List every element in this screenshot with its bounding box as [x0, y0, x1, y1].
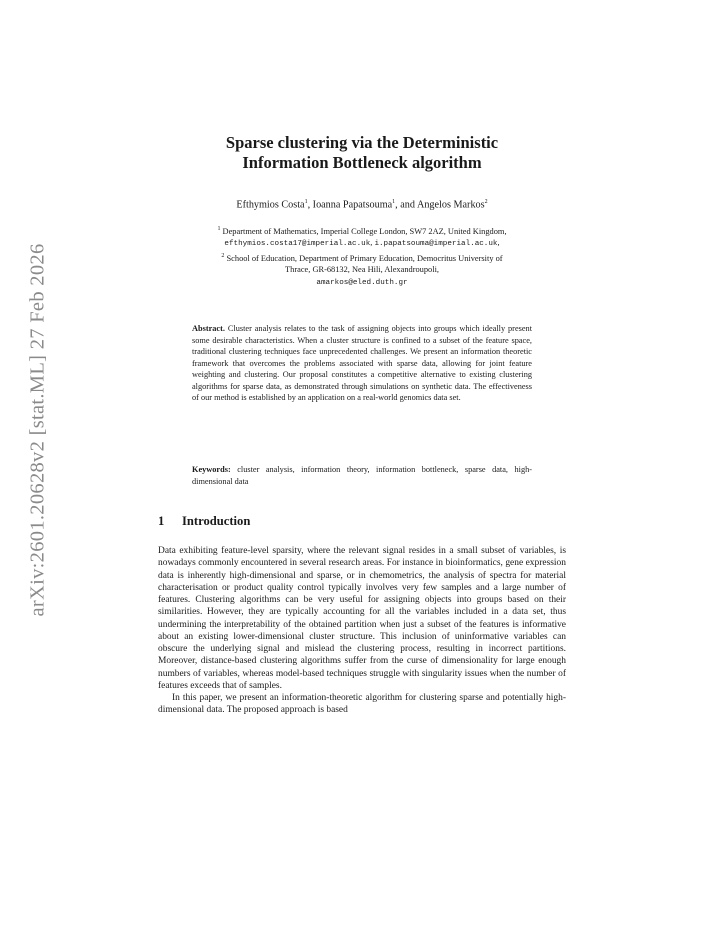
affiliation-2-email-line [158, 276, 566, 290]
keywords [192, 464, 532, 487]
arxiv-identifier-stamp [0, 0, 49, 932]
paragraph-2: In this paper, we present an information-theoretic algorithm for clustering sparse and potentially high-dimensional data. The proposed approach is based [158, 693, 566, 716]
author-separator-2: , and [395, 199, 417, 211]
affiliation-1-mark: 1 [217, 226, 221, 232]
affiliation-1-text: Department of Mathematics, Imperial College London, SW7 2AZ, United Kingdom, [222, 226, 507, 236]
author-2: Ioanna Papatsouma [312, 199, 393, 211]
affiliation-2 [158, 251, 566, 264]
email-separator: , [370, 238, 375, 248]
affiliation-1-emails [158, 237, 566, 251]
affiliation-2-text-line-1: School of Education, Department of Primary Education, Democritus University of [226, 253, 503, 263]
author-3-affil-mark: 2 [484, 199, 488, 205]
section-title: Introduction [182, 514, 251, 528]
affiliation-2-text-line-2: Thrace, GR-68132, Nea Hili, Alexandroupoli, [285, 265, 439, 275]
email-costa[interactable]: efthymios.costa17@imperial.ac.uk [224, 240, 371, 249]
abstract-text: Cluster analysis relates to the task of assigning objects into groups which ideally present some desirable characteristics. When a cluster structure is confined to a subset of the feature space, traditional clustering techniques face unprecedented challenges. We present an information theoretic framework that overcomes the problems associated with sparse data, allowing for joint feature weighting and clustering. Our proposal constitutes a competitive alternative to existing clustering algorithms for sparse data, as demonstrated through simulations on synthetic data. The effectiveness of our method is established by an application on a real-world genomics data set. [192, 324, 532, 403]
author-list [158, 199, 566, 210]
abstract [192, 323, 532, 404]
author-1: Efthymios Costa [236, 199, 305, 211]
affiliation-1 [158, 224, 566, 237]
paper-title [158, 133, 566, 173]
title-line-1: Sparse clustering via the Deterministic [225, 133, 499, 152]
affiliations [158, 224, 566, 290]
email-trailing-comma: , [497, 238, 500, 248]
paragraph-1: Data exhibiting feature-level sparsity, where the relevant signal resides in a small subset of variables, is nowadays commonly encountered in several research areas. For instance in bioinformatics, gene expression data is inherently high-dimensional and sparse, or in chemometrics, the analysis of spectra for material characterisation or product quality control typically involves very few samples and a large number of features. Clustering algorithms can be very useful for assigning objects into groups based on their similarities. However, they are typically accounting for all the variables included in a data set, thus undermining the interpretability of the obtained partition when just a subset of the features is informative about an existing lower-dimensional cluster structure. This inclusion of uninformative variables can obscure the underlying signal and mislead the clustering process, resulting in incorrect partitions. Moreover, distance-based clustering algorithms suffer from the curse of dimensionality for large enough numbers of variables, whereas model-based techniques struggle with singularity issues when the number of features exceeds that of samples. [158, 546, 566, 691]
keywords-text: cluster analysis, information theory, information bottleneck, sparse data, high-dimensional data [192, 465, 533, 486]
author-2-affil-mark: 1 [392, 199, 396, 205]
email-markos[interactable]: amarkos@eled.duth.gr [316, 278, 408, 287]
keywords-label: Keywords: [192, 465, 231, 474]
section-heading [158, 514, 250, 529]
email-papatsouma[interactable]: i.papatsouma@imperial.ac.uk [374, 240, 498, 249]
affiliation-2-mark: 2 [221, 252, 225, 259]
body-text [158, 545, 566, 717]
author-separator-1: , [307, 199, 313, 211]
abstract-label: Abstract. [192, 324, 225, 333]
section-number: 1 [158, 514, 165, 528]
author-3: Angelos Markos [416, 199, 485, 211]
title-line-2: Information Bottleneck algorithm [242, 153, 482, 172]
author-1-affil-mark: 1 [304, 199, 308, 205]
arxiv-stamp-text: arXiv:2601.20628v2 [stat.ML] 27 Feb 2026 [26, 243, 49, 617]
